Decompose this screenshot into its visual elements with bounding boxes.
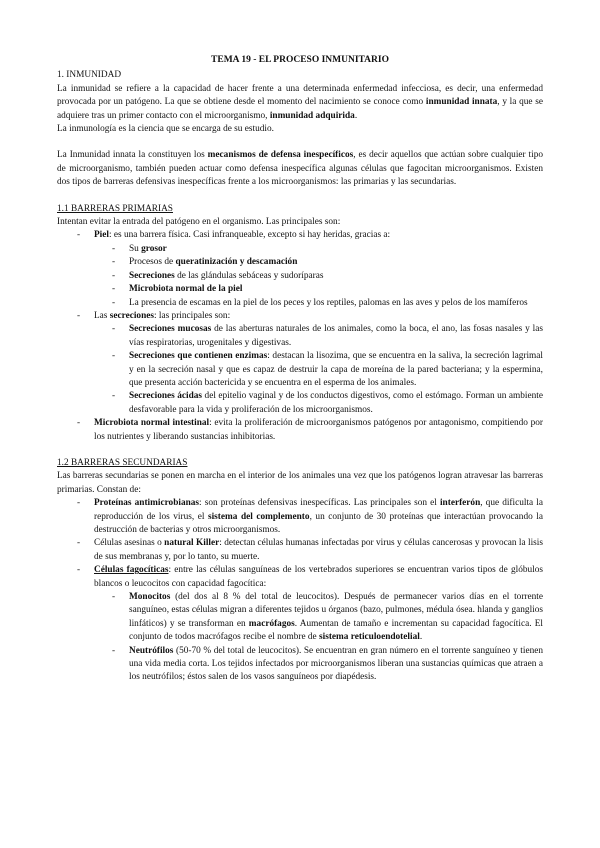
paragraph-inmunologia: La inmunología es la ciencia que se encarga de su estudio. bbox=[57, 124, 274, 135]
list-item: - Monocitos (del dos al 8 % del total de leucocitos). Después de permanecer varios días en el torrente sanguíneo, estas células migran a diferentes tejidos u órganos (bazo, pulmones, médula ósea. hlanda y ganglios linfáticos) y se transforman en macrófagos. Aumentan de tamaño e incrementan su capacidad fagocítica. El conjunto de todos macrófagos recibe el nombre de sistema reticuloendotelial. bbox=[57, 591, 543, 645]
list-item-secreciones: - Las secreciones: las principales son: - Secreciones mucosas de las aberturas naturales de los animales, como la boca, el ano, las fosas nasales y las vías respiratorias, urogenitales y digestivas. - Secreciones que contienen enzimas: destacan la lisozima, que se encuentra en la saliva, la secreción lagrimal y en la secreción nasal y que es capaz de destruir la capa de moreína de la pared bacteriana; y la espermina, que presenta acción bactericida y se encuentra en el esperma de los animales. - Secreciones ácidas del epitelio vaginal y de los conductos digestivos, como el estómago. Forman un ambiente desfavorable para la vida y proliferación de los microorganismos. bbox=[57, 310, 543, 417]
paragraph-inmunidad-innata: La Inmunidad innata la constituyen los mecanismos de defensa inespecíficos, es decir aquellos que actúan sobre cualquier tipo de microorganismo, también pueden actuar como defensa inespecífica algunas células que fagocitan microorganismos. Existen dos tipos de barreras defensivas inespecíficas frente a los microorganismos: las primarias y las secundarias. bbox=[57, 150, 543, 188]
list-item: - Secreciones que contienen enzimas: destacan la lisozima, que se encuentra en la saliva, la secreción lagrimal y en la secreción nasal y que es capaz de destruir la capa de moreína de la pared bacteriana; y la espermina, que presenta acción bactericida y se encuentra en el esperma de los animales. bbox=[57, 350, 543, 390]
barreras-primarias-list bbox=[57, 229, 543, 444]
section-1-2-heading: 1.2 BARRERAS SECUNDARIAS bbox=[57, 457, 188, 468]
list-item: - Su grosor bbox=[57, 243, 543, 256]
list-item: - Procesos de queratinización y descamación bbox=[57, 256, 543, 269]
barreras-primarias-intro: Intentan evitar la entrada del patógeno en el organismo. Las principales son: bbox=[57, 217, 341, 228]
list-item-fagociticas: - Células fagocíticas: entre las células sanguíneas de los vertebrados superiores se encuentran varios tipos de glóbulos blancos o leucocitos con capacidad fagocítica: - Monocitos (del dos al 8 % del total de leucocitos). Después de permanecer varios días en el torrente sanguíneo, estas células migran a diferentes tejidos u órganos (bazo, pulmones, médula ósea. hlanda y ganglios linfáticos) y se transforman en macrófagos. Aumentan de tamaño e incrementan su capacidad fagocítica. El conjunto de todos macrófagos recibe el nombre de sistema reticuloendotelial. - Neutrófilos (50-70 % del total de leucocitos). Se encuentran en gran número en el torrente sanguíneo y tienen una vida media corta. Los tejidos infectados por microorganismos liberan una sustancias químicas que atraen a los neutrófilos; éstos salen de los vasos sanguíneos por diapédesis. bbox=[57, 564, 543, 685]
document-title: TEMA 19 - EL PROCESO INMUNITARIO bbox=[211, 55, 389, 65]
list-item-microbiota: - Microbiota normal intestinal: evita la proliferación de microorganismos patógenos por antagonismo, compitiendo por los nutrientes y liberando sustancias inhibitorias. bbox=[57, 417, 543, 444]
section-1-1-heading: 1.1 BARRERAS PRIMARIAS bbox=[57, 203, 173, 214]
paragraph-inmunidad: La inmunidad se refiere a la capacidad de hacer frente a una determinada enfermedad infecciosa, es decir, una enfermedad provocada por un patógeno. La que se obtiene desde el momento del nacimiento se conoce como inmunidad innata, y la que se adquiere tras un primer contacto con el microorganismo, inmunidad adquirida. bbox=[57, 83, 543, 121]
barreras-secundarias-intro: Las barreras secundarias se ponen en marcha en el interior de los animales una vez que los patógenos logran atravesar las barreras primarias. Constan de: bbox=[57, 471, 543, 495]
list-item: - Secreciones de las glándulas sebáceas y sudoríparas bbox=[57, 270, 543, 283]
list-item: - Secreciones ácidas del epitelio vaginal y de los conductos digestivos, como el estómago. Forman un ambiente desfavorable para la vida y proliferación de los microorganismos. bbox=[57, 390, 543, 417]
list-item-proteinas: - Proteínas antimicrobianas: son proteínas defensivas inespecíficas. Las principales son el interferón, que dificulta la reproducción de los virus, el sistema del complemento, un conjunto de 30 proteínas que interactúan provocando la destrucción de bacterias y otros microorganismos. bbox=[57, 497, 543, 537]
list-item: - Neutrófilos (50-70 % del total de leucocitos). Se encuentran en gran número en el torrente sanguíneo y tienen una vida media corta. Los tejidos infectados por microorganismos liberan una sustancias químicas que atraen a los neutrófilos; éstos salen de los vasos sanguíneos por diapédesis. bbox=[57, 645, 543, 685]
list-item: - La presencia de escamas en la piel de los peces y los reptiles, palomas en las aves y pelos de los mamíferos bbox=[57, 297, 543, 310]
barreras-secundarias-list bbox=[57, 497, 543, 685]
secreciones-sublist bbox=[94, 323, 543, 417]
list-item: - Secreciones mucosas de las aberturas naturales de los animales, como la boca, el ano, las fosas nasales y las vías respiratorias, urogenitales y digestivas. bbox=[57, 323, 543, 350]
piel-sublist bbox=[94, 243, 543, 310]
document-page bbox=[57, 54, 543, 685]
list-item-piel: - Piel: es una barrera física. Casi infranqueable, excepto si hay heridas, gracias a: - Su grosor - Procesos de queratinización y descamación - Secreciones de las glándulas sebáceas y sudoríparas - Microbiota normal de la piel - La presencia de escamas en la piel de los peces y los reptiles, palomas en las aves y pelos de los mamíferos bbox=[57, 229, 543, 309]
section-1-heading: 1. INMUNIDAD bbox=[57, 70, 122, 81]
list-item: - Microbiota normal de la piel bbox=[57, 283, 543, 296]
list-item-natural-killer: - Células asesinas o natural Killer: detectan células humanas infectadas por virus y células cancerosas y provocan la lisis de sus membranas y, por lo tanto, su muerte. bbox=[57, 537, 543, 564]
fagociticas-sublist bbox=[94, 591, 543, 685]
